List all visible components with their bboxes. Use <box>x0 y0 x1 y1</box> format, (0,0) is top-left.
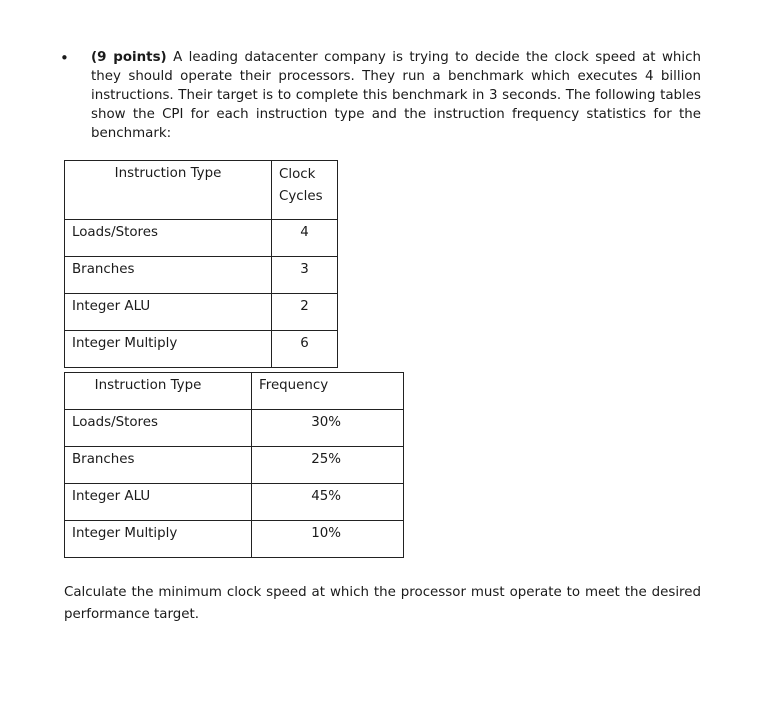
clock-label: Clock <box>279 167 316 182</box>
points-label: (9 points) <box>91 50 167 65</box>
calculation-prompt: Calculate the minimum clock speed at which the processor must operate to meet the desired performance target. <box>64 585 701 622</box>
instruction-type-cell: Branches <box>65 447 252 484</box>
table-row <box>65 521 404 558</box>
cpi-header-instruction-type: Instruction Type <box>65 161 272 220</box>
cycles-label: Cycles <box>279 189 323 204</box>
instruction-type-cell: Branches <box>65 257 272 294</box>
bullet-point: • <box>60 49 69 67</box>
frequency-cell: 25% <box>252 447 404 484</box>
cpi-table <box>64 160 338 368</box>
clock-cycles-cell: 2 <box>272 294 338 331</box>
freq-header-instruction-type: Instruction Type <box>65 373 252 410</box>
cpi-table-header <box>65 161 338 220</box>
question-text: A leading datacenter company is trying to decide the clock speed at which they should operate their processors. They run a benchmark which executes 4 billion instructions. Their target is to complete this benchmark in 3 seconds. The following tables show the CPI for each instruction type and the instruction frequency statistics for the benchmark: <box>91 50 701 141</box>
table-row <box>65 331 338 368</box>
table-row <box>65 410 404 447</box>
table-row <box>65 447 404 484</box>
frequency-cell: 30% <box>252 410 404 447</box>
table-row <box>65 220 338 257</box>
instruction-type-cell: Loads/Stores <box>65 410 252 447</box>
instruction-type-cell: Integer Multiply <box>65 331 272 368</box>
table-row <box>65 484 404 521</box>
instruction-type-cell: Loads/Stores <box>65 220 272 257</box>
table-row <box>65 294 338 331</box>
clock-cycles-cell: 3 <box>272 257 338 294</box>
freq-header-frequency: Frequency <box>252 373 404 410</box>
instruction-type-cell: Integer ALU <box>65 294 272 331</box>
table-row <box>65 257 338 294</box>
cpi-header-clock-cycles <box>272 161 338 220</box>
frequency-table <box>64 372 404 558</box>
frequency-cell: 45% <box>252 484 404 521</box>
instruction-type-cell: Integer ALU <box>65 484 252 521</box>
clock-cycles-cell: 6 <box>272 331 338 368</box>
instruction-type-cell: Integer Multiply <box>65 521 252 558</box>
frequency-cell: 10% <box>252 521 404 558</box>
frequency-table-header <box>65 373 404 410</box>
question-paragraph <box>91 48 701 143</box>
clock-cycles-cell: 4 <box>272 220 338 257</box>
